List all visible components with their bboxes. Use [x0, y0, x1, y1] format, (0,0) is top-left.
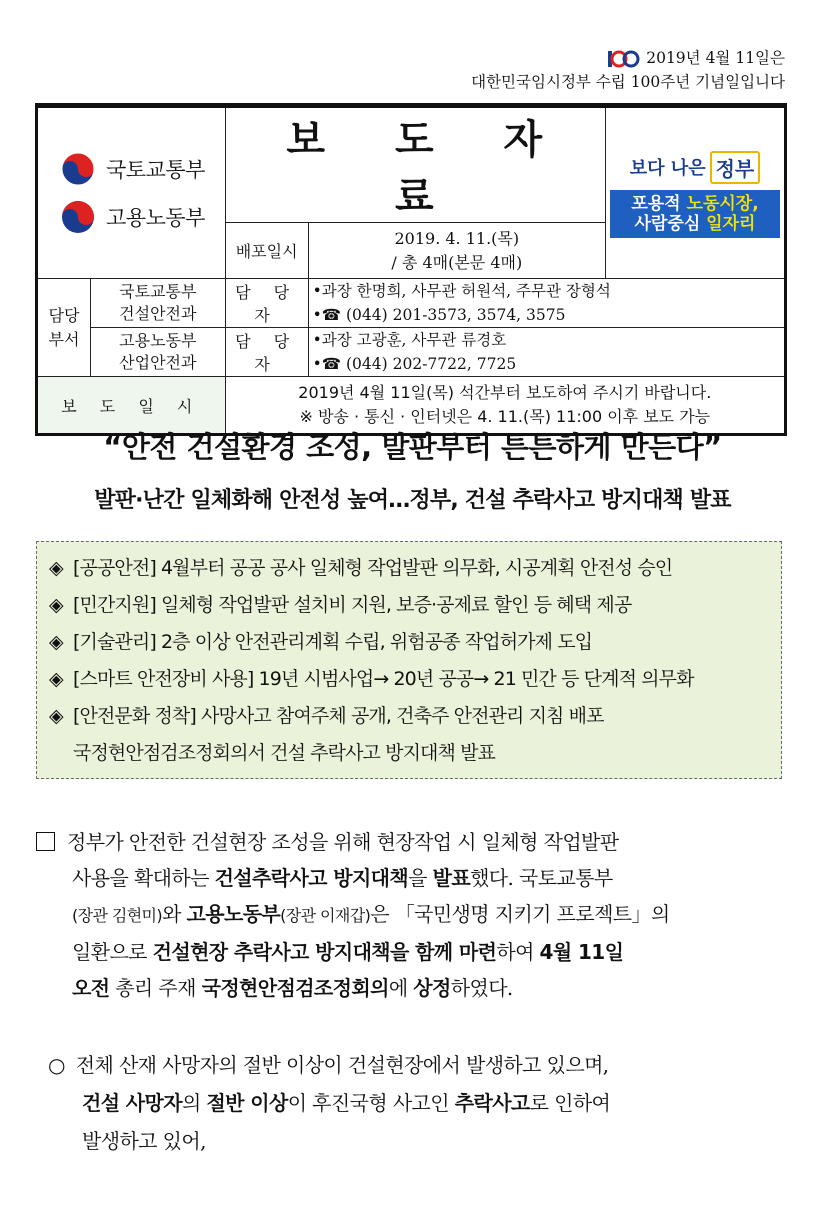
dept1 [91, 279, 226, 328]
pages-value: / 총 4매(본문 4매) [391, 252, 523, 272]
report-time-label: 보 도 일 시 [37, 377, 226, 435]
p1-small: (장관 이재갑) [280, 906, 371, 925]
banner-line2b: 일자리 [706, 213, 756, 234]
dept1-line2: 건설안전과 [119, 304, 197, 323]
dept2-line2: 산업안전과 [119, 353, 197, 372]
banner-line1b: 노동시장, [686, 193, 759, 214]
summary-item [49, 550, 781, 587]
p2-line1: 전체 산재 사망자의 절반 이상이 건설현장에서 발생하고 있으며, [75, 1053, 609, 1077]
dept1-contact [308, 279, 785, 328]
dept2-contact-label: 담 당 자 [225, 328, 308, 377]
subheadline: 발판·난간 일체화해 안전성 높여…정부, 건설 추락사고 방지대책 발표 [94, 488, 731, 513]
p1-bold: 건설현장 추락사고 방지대책을 함께 마련 [152, 940, 497, 964]
dept2-staff: •과장 고광훈, 사무관 류경호 [312, 331, 507, 349]
ministry-logos [37, 106, 226, 279]
p1-text: 와 [162, 902, 187, 926]
p1-text: 사용을 확대하는 [72, 866, 215, 890]
summary-item-text: [스마트 안전장비 사용] 19년 시범사업→ 20년 공공→ 21 민간 등 단계적 의무화 [73, 668, 694, 690]
dept2-contact [308, 328, 785, 377]
p2-bold: 추락사고 [454, 1091, 530, 1115]
ministry2-name: 고용노동부 [106, 206, 205, 230]
dept1-staff: •과장 한명희, 사무관 허원석, 주무관 장형석 [312, 282, 611, 300]
inclusive-labor-banner [610, 190, 780, 238]
p1-text: 총리 주재 [109, 976, 202, 1000]
summary-item [49, 587, 781, 624]
dept1-contact-label: 담 당 자 [225, 279, 308, 328]
release-date-value: 2019. 4. 11.(목) [394, 228, 520, 248]
summary-item-text: [공공안전] 4월부터 공공 공사 일체형 작업발판 의무화, 시공계획 안전성 승인 [73, 557, 673, 579]
p1-text: 을 [408, 866, 433, 890]
diamond-bullet-icon: ◈ [49, 668, 63, 690]
p1-text: 하였다. [450, 976, 513, 1000]
diamond-bullet-icon: ◈ [49, 594, 63, 616]
summary-item [49, 698, 781, 735]
summary-item-text: [민간지원] 일체형 작업발판 설치비 지원, 보증·공제료 할인 등 혜택 제공 [73, 594, 632, 616]
better-gov-text2: 정부 [710, 151, 761, 184]
report-line2: ※ 방송 · 통신 · 인터넷은 4. 11.(목) 11:00 이후 보도 가능 [299, 407, 711, 426]
better-gov-text1: 보다 나은 [629, 158, 706, 179]
banner-line1a: 포용적 [631, 193, 687, 214]
p1-bold: 4월 11일 [539, 940, 624, 964]
body-paragraph-1 [36, 824, 788, 1006]
dept2 [91, 328, 226, 377]
summary-item-text: [기술관리] 2층 이상 안전관리계획 수립, 위험공종 작업허가제 도입 [73, 631, 593, 653]
molit-logo [38, 145, 225, 193]
p1-line1: 정부가 안전한 건설현장 조성을 위해 현장작업 시 일체형 작업발판 [67, 830, 619, 854]
diamond-bullet-icon: ◈ [49, 705, 63, 727]
ministry1-name: 국토교통부 [106, 158, 205, 182]
p1-text: 했다. 국토교통부 [470, 866, 613, 890]
press-release-title: 보 도 자 료 [225, 106, 605, 223]
release-date-cell [308, 223, 605, 279]
p1-text: 하여 [496, 940, 540, 964]
p1-text: 일환으로 [72, 940, 153, 964]
anniversary-line1: 2019년 4월 11일은 [646, 49, 785, 67]
taegeuk-emblem-icon [60, 199, 96, 235]
p2-line3: 발생하고 있어, [82, 1129, 206, 1153]
anniversary-line2: 대한민국임시정부 수립 100주년 기념일입니다 [471, 73, 785, 91]
summary-item-text: [안전문화 정착] 사망사고 참여주체 공개, 건축주 안전관리 지침 배포 [73, 705, 604, 727]
body-paragraph-2 [48, 1046, 788, 1160]
better-government-logo [606, 147, 784, 188]
anniversary-note [471, 46, 785, 94]
checkbox-bullet-icon [36, 832, 55, 851]
p2-text: 의 [181, 1091, 207, 1115]
dept2-phone: •☎ (044) 202-7722, 7725 [312, 355, 517, 373]
press-release-header [35, 103, 787, 436]
p1-bold: 건설추락사고 방지대책 [214, 866, 409, 890]
p2-bold: 절반 이상 [206, 1091, 288, 1115]
p1-bold: 상정 [413, 976, 451, 1000]
headline: “안전 건설환경 조성, 발판부터 튼튼하게 만든다” [103, 430, 722, 464]
p1-bold: 국정현안점검조정회의 [201, 976, 389, 1000]
banner-line2a: 사람중심 [634, 213, 707, 234]
dept2-line1: 고용노동부 [119, 331, 197, 350]
anniversary-100-logo [606, 47, 640, 69]
summary-tail: 국정현안점검조정회의서 건설 추락사고 방지대책 발표 [73, 742, 496, 764]
government-slogan-logos [606, 106, 786, 279]
diamond-bullet-icon: ◈ [49, 557, 63, 579]
p1-bold: 발표 [432, 866, 471, 890]
taegeuk-emblem-icon [60, 151, 96, 187]
p2-text: 이 후진국형 사고인 [287, 1091, 455, 1115]
summary-item [49, 661, 781, 698]
release-date-label: 배포일시 [225, 223, 308, 279]
diamond-bullet-icon: ◈ [49, 631, 63, 653]
summary-item [49, 624, 781, 661]
dept-label: 담당 부서 [37, 279, 91, 377]
summary-box [36, 541, 782, 779]
circle-bullet-icon: ○ [48, 1053, 65, 1077]
dept1-phone: •☎ (044) 201-3573, 3574, 3575 [312, 306, 566, 324]
dept1-line1: 국토교통부 [119, 282, 197, 301]
p1-bold: 오전 [72, 976, 110, 1000]
p2-text: 로 인하여 [529, 1091, 611, 1115]
p1-text: 에 [388, 976, 414, 1000]
moel-logo [38, 193, 225, 241]
p1-small: (장관 김현미) [72, 906, 163, 925]
p1-bold: 고용노동부 [186, 902, 281, 926]
p1-text: 은 「국민생명 지키기 프로젝트」의 [370, 902, 670, 926]
report-line1: 2019년 4월 11일(목) 석간부터 보도하여 주시기 바랍니다. [298, 383, 712, 402]
p2-bold: 건설 사망자 [82, 1091, 182, 1115]
